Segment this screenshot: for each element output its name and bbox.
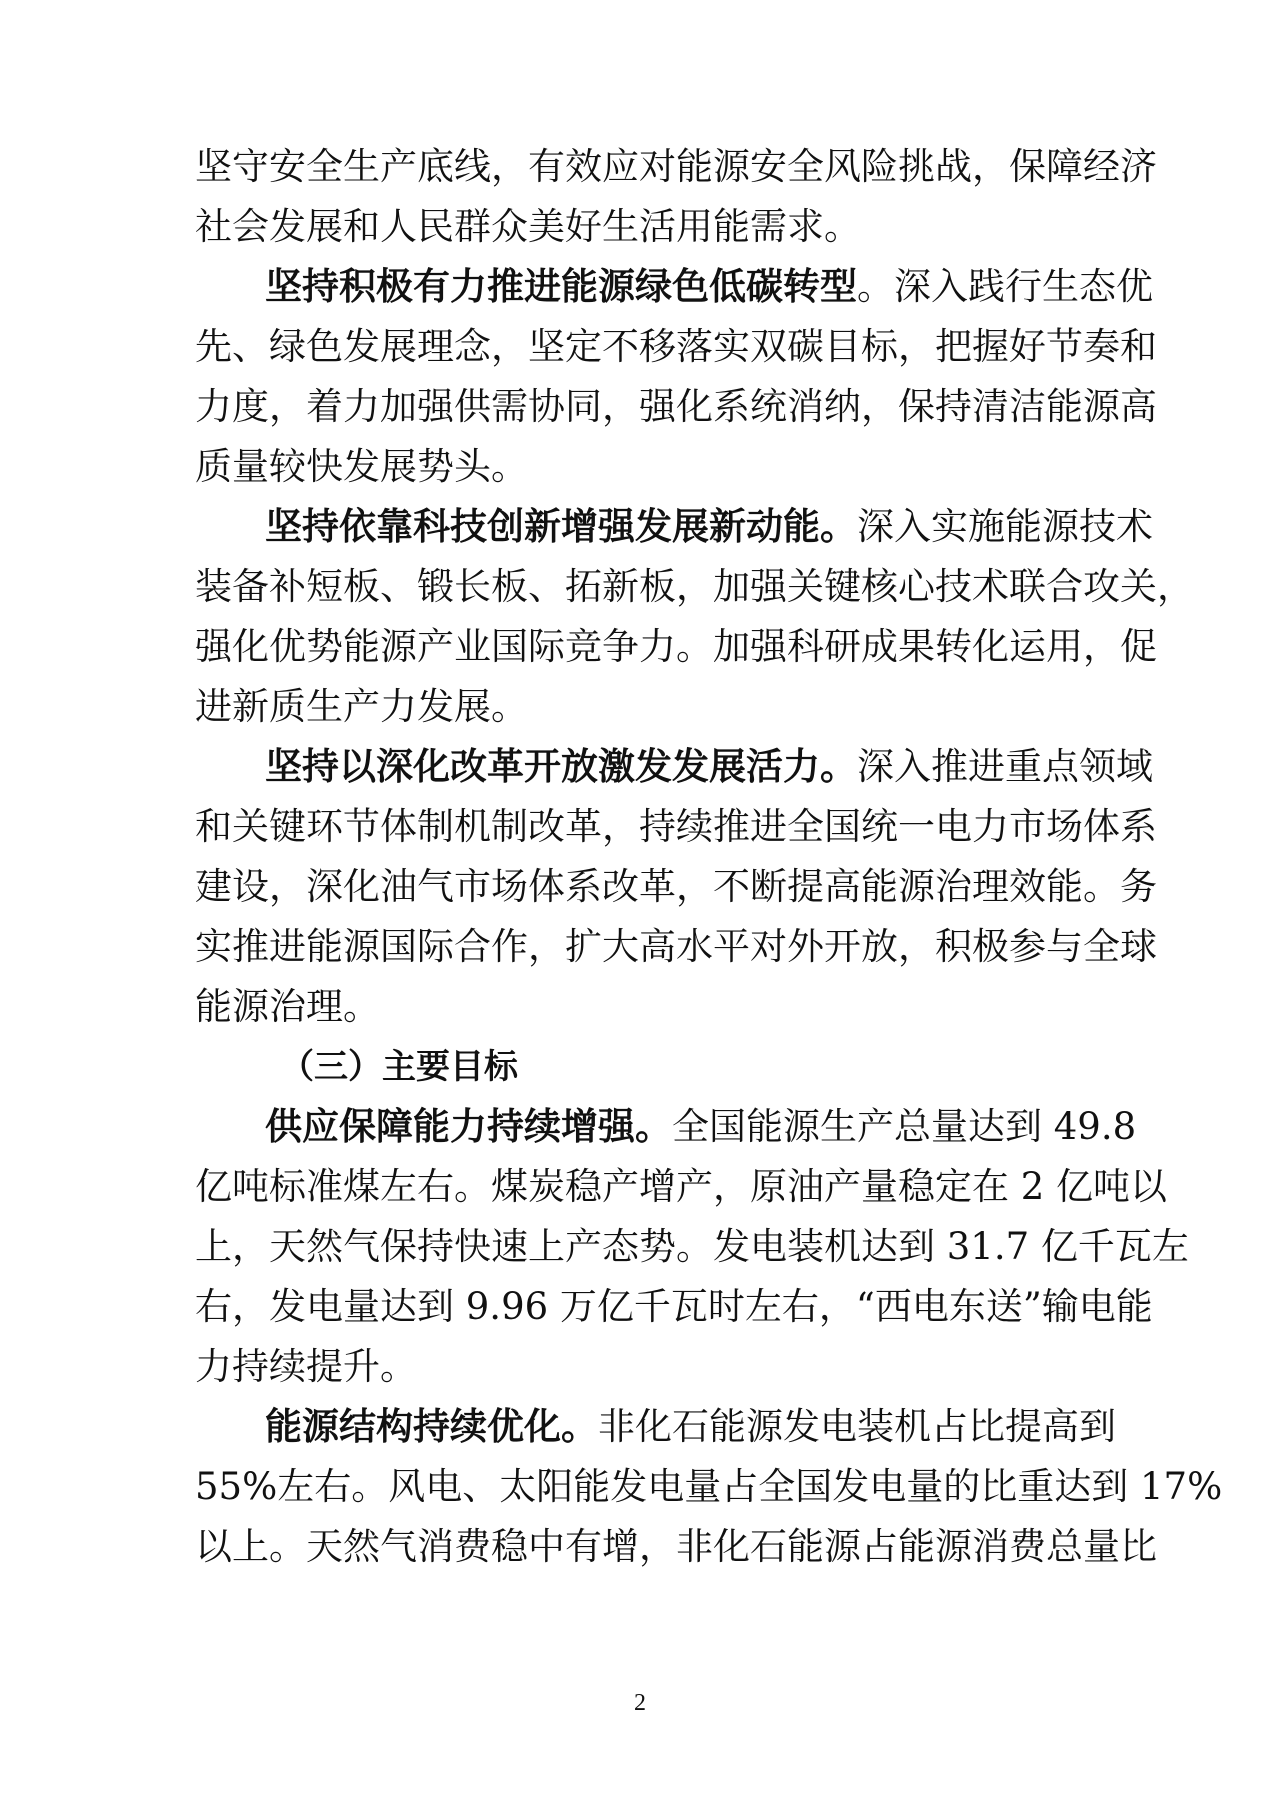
body-line: 和关键环节体制机制改革，持续推进全国统一电力市场体系 (195, 805, 1157, 848)
paragraph-heading: 能源结构持续优化。 (265, 1405, 598, 1448)
body-line: 装备补短板、锻长板、拓新板，加强关键核心技术联合攻关， (195, 565, 1194, 608)
paragraph-heading: 坚持以深化改革开放激发发展活力。 (265, 745, 857, 788)
paragraph-heading: 供应保障能力持续增强。 (265, 1105, 672, 1148)
body-line: 进新质生产力发展。 (195, 685, 528, 728)
body-line: 实推进能源国际合作，扩大高水平对外开放，积极参与全球 (195, 925, 1157, 968)
body-line: 55%左右。风电、太阳能发电量占全国发电量的比重达到 17% (195, 1465, 1223, 1508)
paragraph-heading: 坚持积极有力推进能源绿色低碳转型 (265, 265, 857, 308)
paragraph-lead-line: 坚持以深化改革开放激发发展活力。深入推进重点领域 (265, 745, 1153, 788)
body-line: 社会发展和人民群众美好生活用能需求。 (195, 205, 861, 248)
body-line: 坚守安全生产底线，有效应对能源安全风险挑战，保障经济 (195, 145, 1157, 188)
body-line: 以上。天然气消费稳中有增，非化石能源占能源消费总量比 (195, 1525, 1157, 1568)
page-number: 2 (634, 1690, 646, 1716)
section-heading: （三）主要目标 (280, 1047, 518, 1087)
body-line: 力持续提升。 (195, 1345, 417, 1388)
body-line: 上，天然气保持快速上产态势。发电装机达到 31.7 亿千瓦左 (195, 1225, 1189, 1268)
body-line: 力度，着力加强供需协同，强化系统消纳，保持清洁能源高 (195, 385, 1157, 428)
paragraph-lead-line: 坚持依靠科技创新增强发展新动能。深入实施能源技术 (265, 505, 1153, 548)
body-line: 建设，深化油气市场体系改革，不断提高能源治理效能。务 (195, 865, 1157, 908)
body-line: 右，发电量达到 9.96 万亿千瓦时左右，“西电东送”输电能 (195, 1285, 1153, 1328)
body-line: 先、绿色发展理念，坚定不移落实双碳目标，把握好节奏和 (195, 325, 1157, 368)
paragraph-lead-line: 坚持积极有力推进能源绿色低碳转型。深入践行生态优 (265, 265, 1153, 308)
body-line: 亿吨标准煤左右。煤炭稳产增产，原油产量稳定在 2 亿吨以 (195, 1165, 1168, 1208)
paragraph-lead-line: 能源结构持续优化。非化石能源发电装机占比提高到 (265, 1405, 1116, 1448)
body-line: 质量较快发展势头。 (195, 445, 528, 488)
body-line: 能源治理。 (195, 985, 380, 1028)
body-line: 强化优势能源产业国际竞争力。加强科研成果转化运用，促 (195, 625, 1157, 668)
paragraph-heading: 坚持依靠科技创新增强发展新动能。 (265, 505, 857, 548)
paragraph-lead-line: 供应保障能力持续增强。全国能源生产总量达到 49.8 (265, 1105, 1137, 1148)
